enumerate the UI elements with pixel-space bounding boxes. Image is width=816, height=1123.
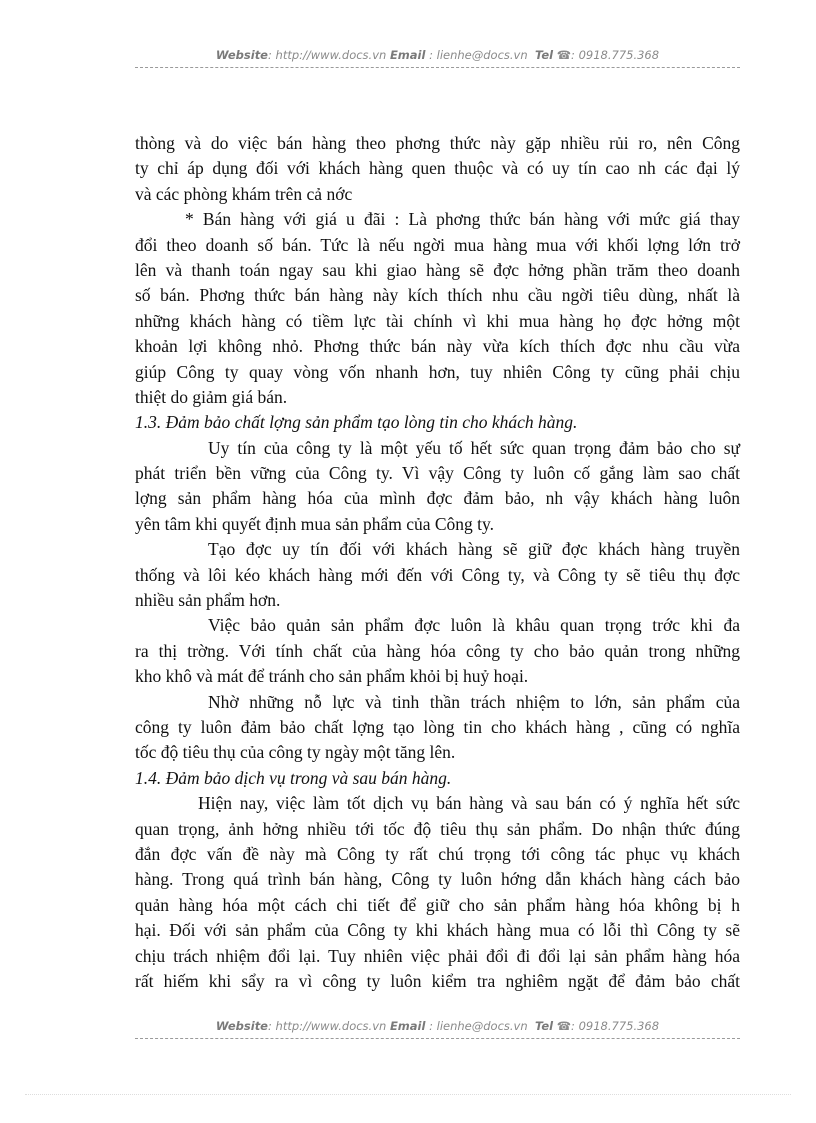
tel-number: : 0918.775.368 [571, 48, 660, 62]
text-line: Nhờ những nỗ lực và tinh thần trách nhiệm to lớn, sản phẩm của [208, 691, 740, 712]
text-line: chịu trách nhiệm đổi lại. Tuy nhiên việc phải đổi đi đổi lại sản phẩm hàng hóa [135, 945, 740, 966]
phone-icon: ☎ [556, 48, 572, 62]
text-line: và các phòng khám trên cả nớc [135, 183, 353, 204]
website-label: Website [215, 48, 268, 62]
page-header [135, 48, 740, 62]
website-url: : http://www.docs.vn [268, 48, 387, 62]
website-label: Website [215, 1019, 268, 1033]
text-line: thiệt do giảm giá bán. [135, 386, 288, 407]
section-heading: 1.4. Đảm bảo dịch vụ trong và sau bán hàng. [135, 767, 452, 788]
text-line: lên và thanh toán ngay sau khi giao hàng sẽ đợc hởng phần trăm theo doanh [135, 259, 740, 280]
text-line: phát triển bền vững của Công ty. Vì vậy Công ty luôn cố gắng làm sao chất [135, 463, 740, 484]
text-line: số bán. Phơng thức bán hàng này kích thích nhu cầu ngời tiêu dùng, nhất là [135, 285, 740, 306]
text-line: tốc độ tiêu thụ của công ty ngày một tăng lên. [135, 742, 456, 763]
text-line: Uy tín của công ty là một yếu tố hết sức quan trọng đảm bảo cho sự [208, 437, 740, 458]
text-line: quan trọng, ảnh hởng nhiều tới tốc độ tiêu thụ sản phẩm. Do nhận thức đúng [135, 818, 740, 839]
section-heading: 1.3. Đảm bảo chất lợng sản phẩm tạo lòng tin cho khách hàng. [135, 412, 578, 433]
email-address: : lienhe@docs.vn [425, 1019, 528, 1033]
header-rule [135, 67, 740, 68]
text-line: thòng và do việc bán hàng theo phơng thức này gặp nhiều rủi ro, nên Công [135, 133, 740, 153]
text-line: yên tâm khi quyết định mua sản phẩm của Công ty. [135, 513, 495, 534]
text-line: rất hiếm khi sẩy ra vì công ty luôn kiểm tra nghiêm ngặt để đảm bảo chất [135, 970, 740, 991]
page-footer [135, 1019, 740, 1033]
text-line: đắn đợc vấn đề này mà Công ty rất chú trọng tới công tác phục vụ khách [135, 843, 740, 864]
text-line: ty chỉ áp dụng đối với khách hàng quen thuộc và có uy tín cao nh các đại lý [135, 158, 740, 179]
website-url: : http://www.docs.vn [268, 1019, 387, 1033]
document-body [135, 131, 740, 994]
tel-number: : 0918.775.368 [571, 1019, 660, 1033]
text-line: giúp Công ty quay vòng vốn nhanh hơn, tuy nhiên Công ty cũng phải chịu [135, 361, 740, 382]
text-line: đổi theo doanh số bán. Tức là nếu ngời mua hàng mua với khối lợng lớn trở [135, 234, 740, 255]
text-line: hại. Đối với sản phẩm của Công ty khi khách hàng mua có lỗi thì Công ty sẽ [135, 920, 740, 941]
text-line: ra thị trờng. Với tính chất của hàng hóa công ty cho bảo quản trong những [135, 640, 740, 661]
phone-icon: ☎ [556, 1019, 572, 1033]
text-line: những khách hàng có tiềm lực tài chính vì khi mua hàng họ đợc hởng một [135, 310, 740, 331]
tel-label: Tel [534, 48, 554, 62]
text-line: Hiện nay, việc làm tốt dịch vụ bán hàng và sau bán có ý nghĩa hết sức [198, 793, 740, 814]
footer-rule [135, 1038, 740, 1039]
text-line: nhiều sản phẩm hơn. [135, 590, 281, 611]
email-label: Email [389, 1019, 426, 1033]
page-edge [25, 1094, 791, 1095]
text-line: thống và lôi kéo khách hàng mới đến với Công ty, và Công ty sẽ tiêu thụ đợc [135, 564, 740, 585]
text-line: kho khô và mát để tránh cho sản phẩm khỏi bị huỷ hoại. [135, 666, 529, 687]
text-line: * Bán hàng với giá u đãi : Là phơng thức bán hàng với mức giá thay [185, 209, 740, 230]
text-line: hàng. Trong quá trình bán hàng, Công ty luôn hớng dẫn khách hàng cách bảo [135, 869, 740, 890]
tel-label: Tel [534, 1019, 554, 1033]
text-line: lợng sản phẩm hàng hóa của mình đợc đảm bảo, nh vậy khách hàng luôn [135, 488, 740, 509]
text-line: khoản lợi không nhỏ. Phơng thức bán này vừa kích thích đợc nhu cầu vừa [135, 336, 740, 357]
email-address: : lienhe@docs.vn [425, 48, 528, 62]
text-line: Tạo đợc uy tín đối với khách hàng sẽ giữ đợc khách hàng truyền [208, 539, 740, 560]
text-line: Việc bảo quản sản phẩm đợc luôn là khâu quan trọng trớc khi đa [208, 615, 740, 636]
text-line: công ty luôn đảm bảo chất lợng tạo lòng tin cho khách hàng , cũng có nghĩa [135, 716, 740, 737]
text-line: quản hàng hóa một cách chi tiết để giữ cho sản phẩm hàng hóa không bị h [135, 894, 740, 915]
email-label: Email [389, 48, 426, 62]
